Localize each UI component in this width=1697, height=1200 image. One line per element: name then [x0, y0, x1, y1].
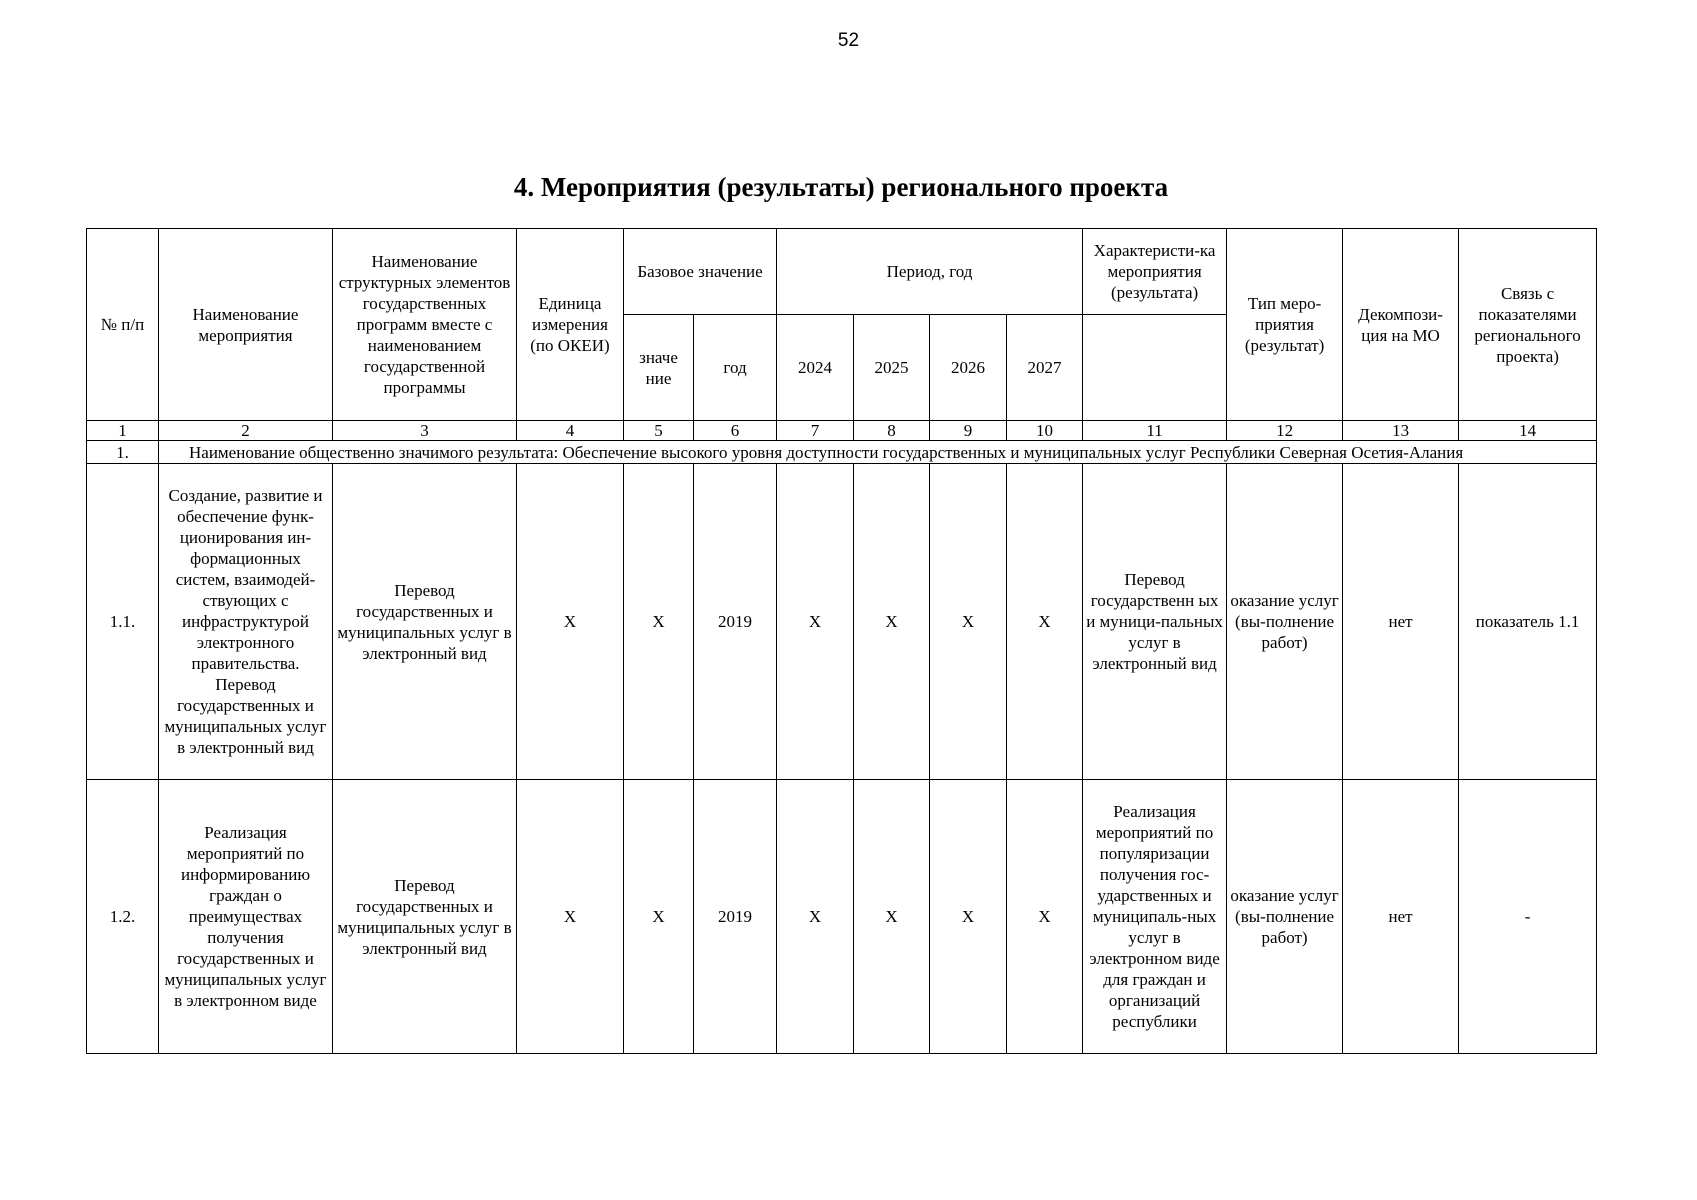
row-characteristic: Перевод государственн ых и муници-пальных услуг в электронный вид: [1083, 464, 1227, 780]
row-base-value: X: [624, 780, 694, 1054]
table-row: [87, 780, 1597, 1054]
column-number: 14: [1459, 421, 1597, 441]
header-year-2025: 2025: [854, 315, 930, 421]
column-number: 4: [517, 421, 624, 441]
header-link: Связь с показателями регионального проекта): [1459, 229, 1597, 421]
column-number: 8: [854, 421, 930, 441]
row-2026: X: [930, 780, 1007, 1054]
row-characteristic: Реализация мероприятий по популяризации получения гос-ударственных и муниципаль-ных услуг в электронном виде для граждан и организаций республики: [1083, 780, 1227, 1054]
header-year-2024: 2024: [777, 315, 854, 421]
row-num: 1.2.: [87, 780, 159, 1054]
row-link: -: [1459, 780, 1597, 1054]
row-base-year: 2019: [694, 464, 777, 780]
row-unit: X: [517, 464, 624, 780]
header-year-2026: 2026: [930, 315, 1007, 421]
column-number: 10: [1007, 421, 1083, 441]
group-num: 1.: [87, 441, 159, 464]
section-title: 4. Мероприятия (результаты) регионального проекта: [513, 172, 1169, 202]
row-structural: Перевод государственных и муниципальных услуг в электронный вид: [333, 780, 517, 1054]
row-link: показатель 1.1: [1459, 464, 1597, 780]
column-number-row: [87, 421, 1597, 441]
row-decomposition: нет: [1343, 464, 1459, 780]
row-name: Реализация мероприятий по информированию граждан о преимуществах получения государственных и муниципальных услуг в электронном виде: [159, 780, 333, 1054]
header-base: Базовое значение: [624, 229, 777, 315]
header-year-2027: 2027: [1007, 315, 1083, 421]
column-number: 13: [1343, 421, 1459, 441]
header-decomposition: Декомпози-ция на МО: [1343, 229, 1459, 421]
column-number: 3: [333, 421, 517, 441]
header-period: Период, год: [777, 229, 1083, 315]
header-row-top: [87, 229, 1597, 315]
header-num: № п/п: [87, 229, 159, 421]
row-name: Создание, развитие и обеспечение функ-ционирования ин-формационных систем, взаимодей-ствующих с инфраструктурой электронного правительства. Перевод государственных и муниципальных услуг в электронный вид: [159, 464, 333, 780]
row-2026: X: [930, 464, 1007, 780]
column-number: 1: [87, 421, 159, 441]
row-2024: X: [777, 780, 854, 1054]
page-number: 52: [837, 30, 860, 51]
header-characteristic-empty: [1083, 315, 1227, 421]
header-unit: Единица измерения (по ОКЕИ): [517, 229, 624, 421]
header-characteristic: Характеристи-ка мероприятия (результата): [1083, 229, 1227, 315]
header-type: Тип меро-приятия (результат): [1227, 229, 1343, 421]
row-2024: X: [777, 464, 854, 780]
measures-table: [86, 228, 1597, 1054]
column-number: 2: [159, 421, 333, 441]
row-structural: Перевод государственных и муниципальных услуг в электронный вид: [333, 464, 517, 780]
row-decomposition: нет: [1343, 780, 1459, 1054]
column-number: 11: [1083, 421, 1227, 441]
group-row: [87, 441, 1597, 464]
row-unit: X: [517, 780, 624, 1054]
column-number: 6: [694, 421, 777, 441]
column-number: 7: [777, 421, 854, 441]
header-name: Наименование мероприятия: [159, 229, 333, 421]
row-2027: X: [1007, 464, 1083, 780]
row-type: оказание услуг (вы-полнение работ): [1227, 464, 1343, 780]
row-num: 1.1.: [87, 464, 159, 780]
table-row: [87, 464, 1597, 780]
column-number: 5: [624, 421, 694, 441]
row-2027: X: [1007, 780, 1083, 1054]
header-base-value: значе ние: [624, 315, 694, 421]
group-title: Наименование общественно значимого результата: Обеспечение высокого уровня доступности государственных и муниципальных услуг Республики Северная Осетия-Алания: [159, 441, 1597, 464]
header-base-year: год: [694, 315, 777, 421]
row-type: оказание услуг (вы-полнение работ): [1227, 780, 1343, 1054]
row-2025: X: [854, 464, 930, 780]
row-base-year: 2019: [694, 780, 777, 1054]
row-2025: X: [854, 780, 930, 1054]
row-base-value: X: [624, 464, 694, 780]
header-structural: Наименование структурных элементов государственных программ вместе с наименованием государственной программы: [333, 229, 517, 421]
column-number: 12: [1227, 421, 1343, 441]
column-number: 9: [930, 421, 1007, 441]
